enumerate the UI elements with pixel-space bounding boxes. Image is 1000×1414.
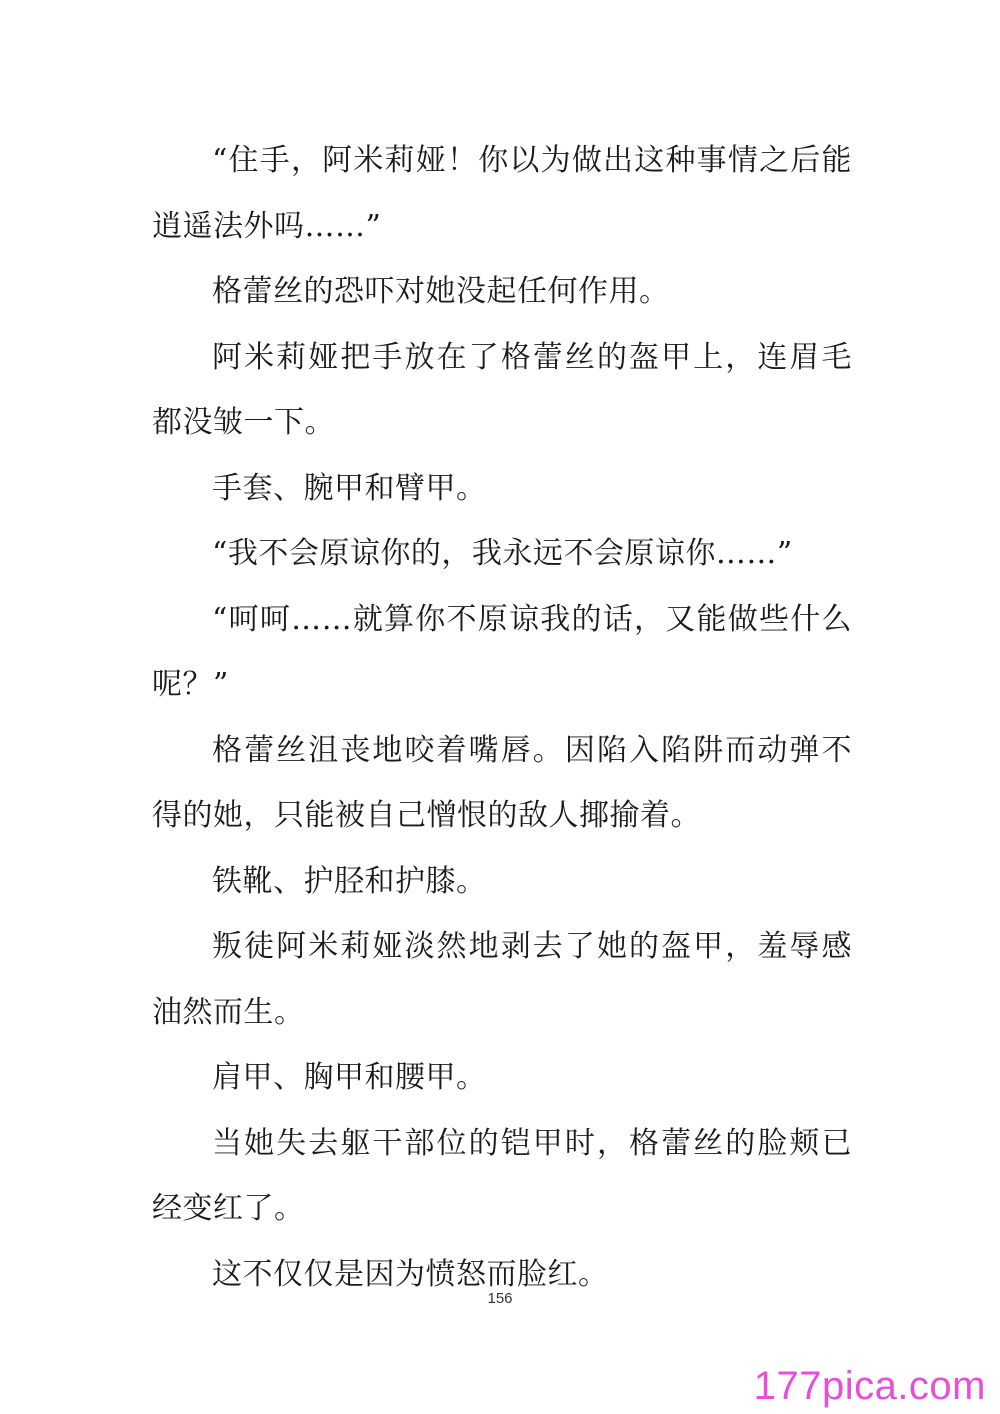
paragraph: “住手，阿米莉娅！你以为做出这种事情之后能逍遥法外吗……” [152, 143, 852, 244]
page-number: 156 [487, 1290, 513, 1307]
body-text [152, 128, 852, 1307]
paragraph: 铁靴、护胫和护膝。 [212, 863, 487, 899]
paragraph: “我不会原谅你的，我永远不会原谅你……” [212, 536, 793, 571]
paragraph: 当她失去躯干部位的铠甲时，格蕾丝的脸颊已经变红了。 [152, 1125, 852, 1226]
paragraph: 格蕾丝的恐吓对她没起任何作用。 [212, 274, 670, 309]
paragraph: 格蕾丝沮丧地咬着嘴唇。因陷入陷阱而动弹不得的她，只能被自己憎恨的敌人揶揄着。 [152, 732, 852, 833]
paragraph: 手套、腕甲和臂甲。 [212, 470, 487, 506]
paragraph: “呵呵……就算你不原谅我的话，又能做些什么呢？” [152, 601, 852, 702]
watermark: 177pica.com [753, 1364, 986, 1408]
paragraph: 叛徒阿米莉娅淡然地剥去了她的盔甲，羞辱感油然而生。 [152, 929, 852, 1030]
paragraph: 这不仅仅是因为愤怒而脸红。 [212, 1256, 609, 1292]
paragraph: 阿米莉娅把手放在了格蕾丝的盔甲上，连眉毛都没皱一下。 [152, 339, 852, 440]
paragraph: 肩甲、胸甲和腰甲。 [212, 1060, 487, 1095]
